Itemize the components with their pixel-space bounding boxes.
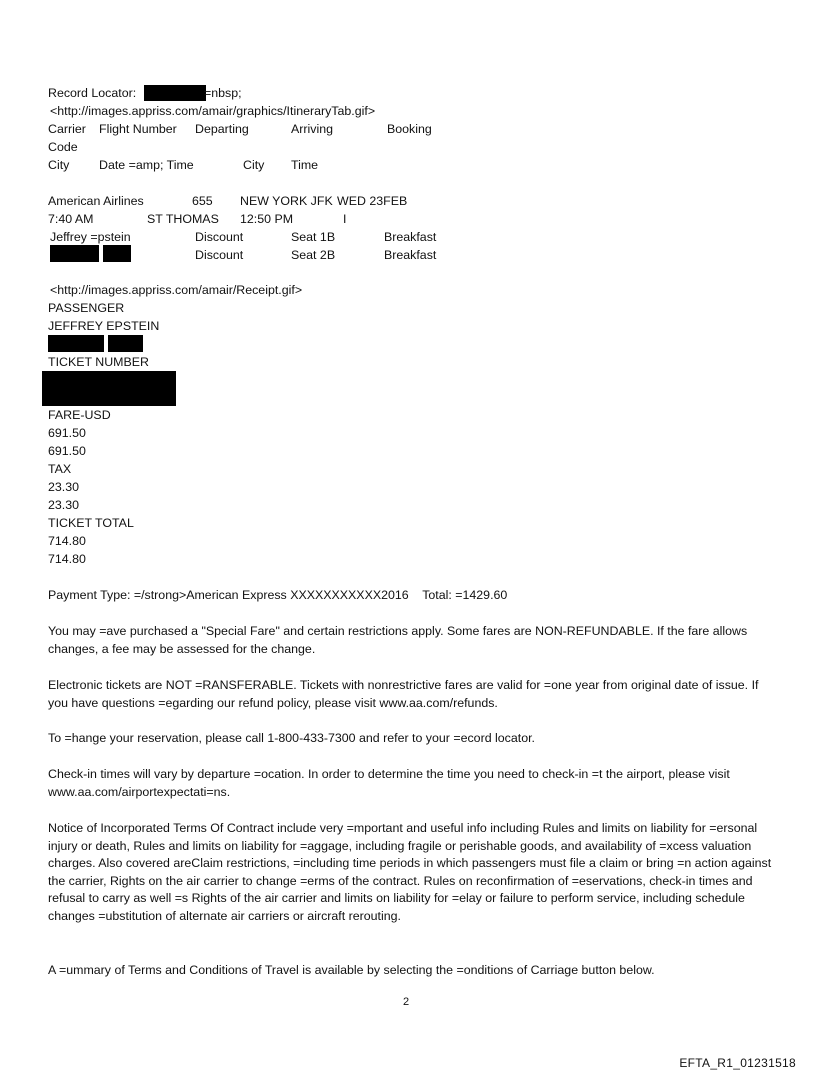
- passenger-meal: Breakfast: [384, 248, 437, 262]
- flight-to: ST THOMAS: [147, 212, 219, 226]
- passenger-full-name: JEFFREY EPSTEIN: [48, 319, 160, 333]
- passenger-meal: Breakfast: [384, 230, 437, 244]
- redaction-block: [50, 245, 99, 262]
- flight-depart-time: 7:40 AM: [48, 212, 94, 226]
- passenger-fare: Discount: [195, 248, 244, 262]
- col-city-arrive: City: [243, 158, 265, 172]
- itinerary-url: <http://images.appriss.com/amair/graphics/ItineraryTab.gif>: [50, 104, 376, 118]
- tax-value: 23.30: [48, 480, 80, 494]
- redaction-block: [42, 371, 176, 406]
- ticket-total-value: 714.80: [48, 534, 86, 548]
- flight-date: WED 23FEB: [337, 194, 408, 208]
- col-date-time: Date =amp; Time: [99, 158, 194, 172]
- redaction-block: [108, 335, 143, 352]
- redaction-block: [144, 85, 206, 101]
- record-locator-suffix: =nbsp;: [204, 86, 242, 100]
- col-city: City: [48, 158, 70, 172]
- fare-label: FARE-USD: [48, 408, 111, 422]
- eticket-paragraph: Electronic tickets are NOT =RANSFERABLE. Tickets with nonrestrictive fares are valid for =one year from original date of issue. If you have questions =egarding our refund policy, please visit www.aa.com/refunds.: [48, 678, 759, 710]
- checkin-paragraph: Check-in times will vary by departure =ocation. In order to determine the time you need to check-in =t the airport, please visit www.aa.com/airportexpectati=ns.: [48, 767, 730, 799]
- col-carrier: Carrier: [48, 122, 86, 136]
- col-departing: Departing: [195, 122, 249, 136]
- passenger-name: Jeffrey =pstein: [50, 230, 131, 244]
- flight-carrier: American Airlines: [48, 194, 144, 208]
- col-time: Time: [291, 158, 319, 172]
- record-locator-label: Record Locator:: [48, 86, 137, 100]
- col-booking: Booking: [387, 122, 432, 136]
- receipt-url: <http://images.appriss.com/amair/Receipt.gif>: [50, 283, 303, 297]
- tax-label: TAX: [48, 462, 72, 476]
- col-code: Code: [48, 140, 78, 154]
- change-reservation-paragraph: To =hange your reservation, please call 1-800-433-7300 and refer to your =ecord locator.: [48, 731, 535, 745]
- payment-line: Payment Type: =/strong>American Express XXXXXXXXXXX2016 Total: =1429.60: [48, 588, 508, 602]
- terms-paragraph: Notice of Incorporated Terms Of Contract include very =mportant and useful info including Rules and limits on liability for =ersonal injury or death, Rules and limits on liability for =aggage, including fragile or perishable goods, and availability of =xcess valuation charges. Also covered areClaim restrictions, =including time periods in which passengers must file a claim or bring =n action against the carrier, Rights on the air carrier to change =erms of the contract. Rules on reconfirmation of =eservations, check-in times and refusal to carry as well =s Rights of the air carrier and limits on liability for =elay or failure to perform service, including schedule changes =ubstitution of alternate air carriers or aircraft rerouting.: [48, 821, 772, 923]
- ticket-total-value: 714.80: [48, 552, 86, 566]
- col-flight-number: Flight Number: [99, 122, 177, 136]
- document-id-footer: EFTA_R1_01231518: [679, 1056, 796, 1070]
- flight-number: 655: [192, 194, 213, 208]
- passenger-fare: Discount: [195, 230, 244, 244]
- flight-from: NEW YORK JFK: [240, 194, 333, 208]
- passenger-seat: Seat 1B: [291, 230, 336, 244]
- redaction-block: [103, 245, 131, 262]
- ticket-total-label: TICKET TOTAL: [48, 516, 134, 530]
- tax-value: 23.30: [48, 498, 80, 512]
- redaction-block: [48, 335, 104, 352]
- fare-notice-paragraph: You may =ave purchased a "Special Fare" and certain restrictions apply. Some fares are NON-REFUNDABLE. If the fare allows changes, a fee may be assessed for the change.: [48, 624, 748, 656]
- col-arriving: Arriving: [291, 122, 333, 136]
- flight-booking-code: I: [343, 212, 347, 226]
- passenger-seat: Seat 2B: [291, 248, 336, 262]
- fare-value: 691.50: [48, 444, 86, 458]
- flight-arrive-time: 12:50 PM: [240, 212, 294, 226]
- passenger-label: PASSENGER: [48, 301, 125, 315]
- conditions-paragraph: A =ummary of Terms and Conditions of Travel is available by selecting the =onditions of Carriage button below.: [48, 963, 655, 977]
- page-number: 2: [403, 996, 410, 1008]
- fare-value: 691.50: [48, 426, 86, 440]
- ticket-number-label: TICKET NUMBER: [48, 355, 149, 369]
